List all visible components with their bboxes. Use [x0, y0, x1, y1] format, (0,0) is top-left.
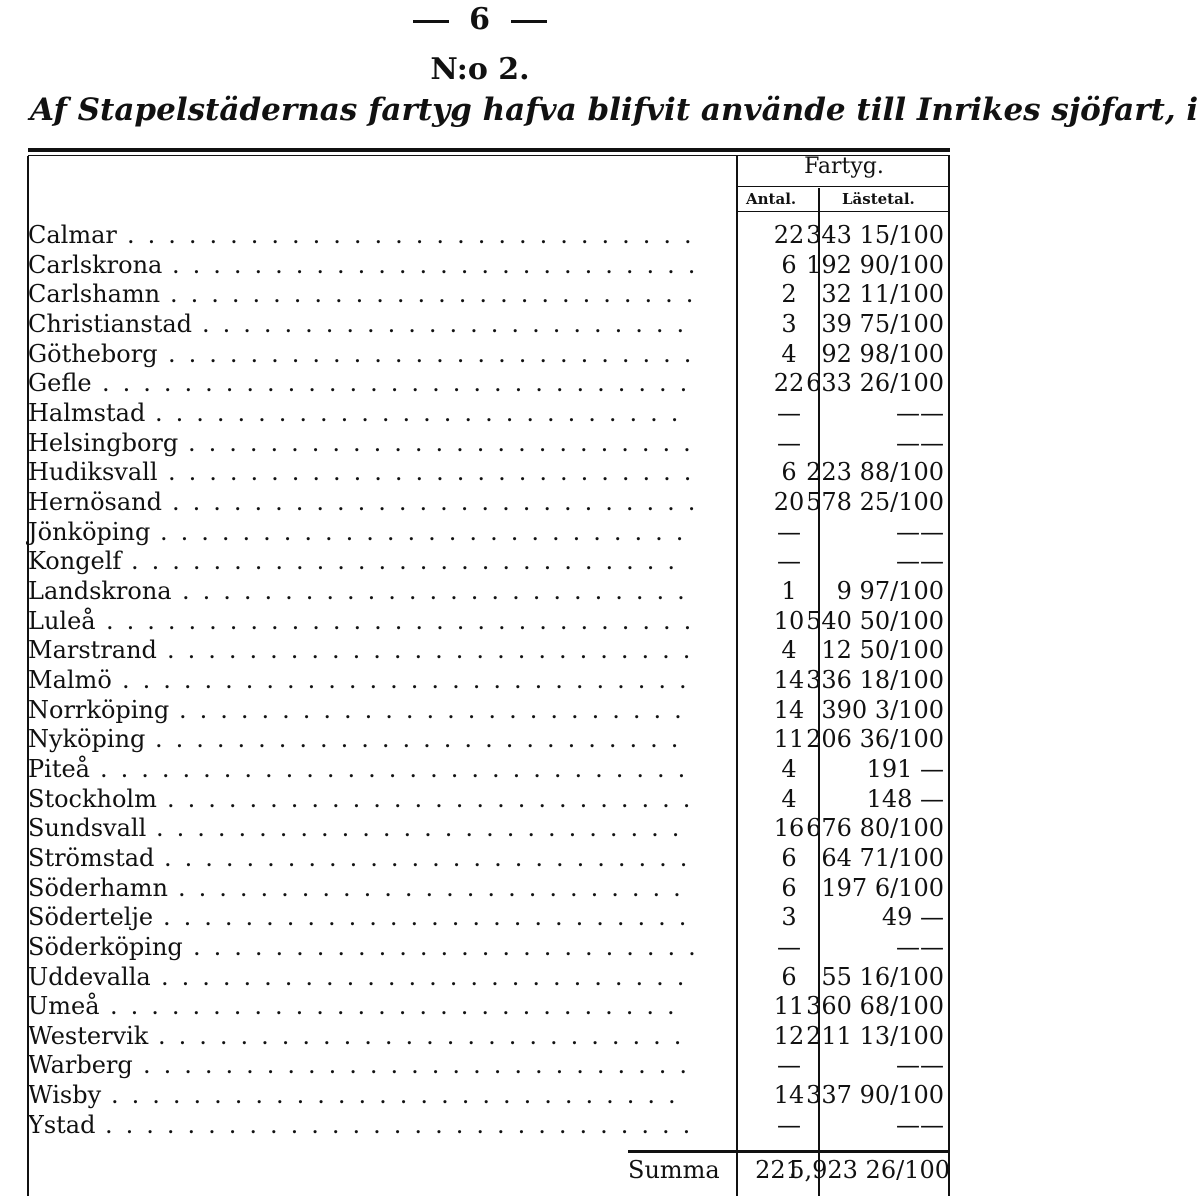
town-name: Ystad [28, 1110, 96, 1139]
town-name: Norrköping [28, 695, 170, 724]
table-row [28, 399, 950, 429]
antal-cell: — [777, 1110, 801, 1139]
lastetal-cell: 12 50/100 [821, 636, 944, 665]
leader-dots: .......................... [163, 903, 700, 932]
town-name: Strömstad [28, 843, 155, 872]
antal-cell: — [777, 428, 801, 457]
leader-dots: ......................... [179, 695, 695, 724]
leader-dots: ............................ [111, 1081, 689, 1110]
antal-cell: 3 [781, 309, 797, 338]
leader-dots: ............................ [127, 221, 705, 249]
leader-dots: ......................... [188, 428, 704, 457]
section-number: N:o 2. [430, 52, 530, 87]
column-group-header: Fartyg. [804, 154, 884, 179]
antal-cell: 4 [781, 339, 797, 368]
table-row [28, 725, 950, 755]
town-name: Söderhamn [28, 873, 168, 902]
town-name: Kongelf [28, 547, 122, 576]
antal-cell: — [777, 517, 801, 546]
antal-cell: 6 [781, 458, 797, 487]
leader-dots: ............................ [110, 992, 688, 1021]
town-name: Uddevalla [28, 962, 151, 991]
lastetal-cell: 578 25/100 [806, 487, 944, 516]
leader-dots: ............................. [100, 754, 699, 783]
leader-dots: .......................... [156, 814, 693, 843]
lastetal-cell: 337 90/100 [806, 1081, 944, 1110]
lastetal-cell: 360 68/100 [806, 992, 944, 1021]
table-row [28, 488, 950, 518]
lastetal-cell: 633 26/100 [806, 369, 944, 398]
table-row [28, 340, 950, 370]
town-name: Götheborg [28, 339, 158, 368]
leader-dots: ........................ [202, 309, 698, 338]
table-row [28, 518, 950, 548]
table-row [28, 1051, 950, 1081]
leader-dots: ............................. [102, 369, 701, 398]
leader-dots: ............................ [122, 665, 700, 694]
table-row [28, 844, 950, 874]
town-name: Halmstad [28, 398, 146, 427]
antal-cell: 14 [773, 665, 805, 694]
table-row [28, 755, 950, 785]
lastetal-cell: 192 90/100 [806, 250, 944, 279]
table-row [28, 963, 950, 993]
leader-dots: ........................... [143, 1051, 700, 1080]
table-row [28, 666, 950, 696]
antal-cell: 4 [781, 754, 797, 783]
lastetal-cell: 540 50/100 [806, 606, 944, 635]
antal-cell: 11 [773, 992, 805, 1021]
leader-dots: .......................... [167, 784, 704, 813]
summa-label: Summa [628, 1156, 720, 1184]
leader-dots: ......................... [193, 932, 709, 961]
leader-dots: .......................... [170, 280, 707, 309]
leader-dots: .......................... [158, 1021, 695, 1050]
antal-cell: 1 [781, 576, 797, 605]
lastetal-cell: 676 80/100 [806, 814, 944, 843]
antal-cell: 6 [781, 843, 797, 872]
town-name: Christianstad [28, 309, 193, 338]
antal-cell: 22 [773, 369, 805, 398]
leader-dots: ......................... [182, 576, 698, 605]
table-row [28, 369, 950, 399]
lastetal-cell: 39 75/100 [821, 309, 944, 338]
lastetal-cell: 211 13/100 [806, 1021, 944, 1050]
antal-cell: 6 [781, 962, 797, 991]
lastetal-cell: —— [896, 1110, 944, 1139]
antal-cell: 10 [773, 606, 805, 635]
table-row [28, 814, 950, 844]
town-name: Calmar [28, 221, 117, 249]
leader-dots: .......................... [168, 458, 705, 487]
leader-dots: .......................... [167, 636, 704, 665]
table-row [28, 221, 950, 251]
antal-cell: — [777, 932, 801, 961]
leader-dots: .......................... [172, 250, 709, 279]
leader-dots: ............................. [106, 606, 705, 635]
table-row [28, 429, 950, 459]
lastetal-cell: 55 16/100 [821, 962, 944, 991]
lastetal-cell: 336 18/100 [806, 665, 944, 694]
antal-cell: 14 [773, 695, 805, 724]
town-name: Umeå [28, 992, 100, 1021]
summa-antal: 221 [755, 1156, 801, 1184]
page-title: Af Stapelstädernas fartyg hafva blifvit använde till Inrikes sjöfart, i [30, 92, 1198, 128]
leader-dots: .......................... [161, 962, 698, 991]
table-row [28, 785, 950, 815]
town-name: Hudiksvall [28, 458, 158, 487]
town-name: Warberg [28, 1051, 133, 1080]
table-row [28, 696, 950, 726]
summa-rule [628, 1150, 950, 1153]
lastetal-cell: 343 15/100 [806, 221, 944, 249]
lastetal-cell: 206 36/100 [806, 725, 944, 754]
antal-cell: 6 [781, 873, 797, 902]
antal-cell: 16 [773, 814, 805, 843]
page-number-value: 6 [469, 2, 491, 37]
table-row [28, 1022, 950, 1052]
table-row [28, 251, 950, 281]
town-name: Jönköping [28, 517, 151, 546]
lastetal-cell: —— [896, 398, 944, 427]
page-number-dash-left [413, 20, 449, 23]
town-name: Sundsvall [28, 814, 147, 843]
antal-cell: 2 [781, 280, 797, 309]
antal-cell: 11 [773, 725, 805, 754]
lastetal-cell: 92 98/100 [821, 339, 944, 368]
leader-dots: ............................. [105, 1110, 704, 1139]
lastetal-cell: —— [896, 517, 944, 546]
antal-cell: — [777, 547, 801, 576]
table-row [28, 577, 950, 607]
town-name: Hernösand [28, 487, 162, 516]
antal-cell: 12 [773, 1021, 805, 1050]
leader-dots: ......................... [178, 873, 694, 902]
lastetal-cell: 49 — [881, 903, 944, 932]
lastetal-cell: 223 88/100 [806, 458, 944, 487]
leader-dots: .......................... [160, 517, 697, 546]
subheader-rule [738, 211, 948, 212]
town-name: Carlskrona [28, 250, 163, 279]
lastetal-cell: —— [896, 547, 944, 576]
antal-cell: 20 [773, 487, 805, 516]
table-row [28, 903, 950, 933]
lastetal-cell: 32 11/100 [821, 280, 944, 309]
town-name: Malmö [28, 665, 112, 694]
lastetal-cell: 197 6/100 [821, 873, 944, 902]
town-name: Wisby [28, 1081, 102, 1110]
town-name: Stockholm [28, 784, 157, 813]
table-row [28, 310, 950, 340]
leader-dots: .......................... [155, 725, 692, 754]
antal-cell: 3 [781, 903, 797, 932]
lastetal-cell: 9 97/100 [836, 576, 944, 605]
town-name: Luleå [28, 606, 96, 635]
antal-cell: 22 [773, 221, 805, 249]
lastetal-cell: 390 3/100 [821, 695, 944, 724]
page-number [0, 2, 960, 37]
table-row [28, 933, 950, 963]
leader-dots: .......................... [172, 487, 709, 516]
page-number-dash-right [511, 20, 547, 23]
antal-cell: — [777, 398, 801, 427]
table-row [28, 636, 950, 666]
table-row [28, 1111, 950, 1141]
antal-cell: 4 [781, 784, 797, 813]
town-name: Carlshamn [28, 280, 161, 309]
town-name: Södertelje [28, 903, 154, 932]
antal-header: Antal. [746, 190, 797, 208]
town-name: Helsingborg [28, 428, 179, 457]
lastetal-cell: —— [896, 932, 944, 961]
antal-cell: 14 [773, 1081, 805, 1110]
table-row [28, 992, 950, 1022]
leader-dots: .......................... [164, 843, 701, 872]
antal-cell: 6 [781, 250, 797, 279]
antal-cell: 4 [781, 636, 797, 665]
table-row [28, 874, 950, 904]
town-name: Landskrona [28, 576, 172, 605]
town-name: Söderköping [28, 932, 183, 961]
town-name: Marstrand [28, 636, 157, 665]
town-name: Gefle [28, 369, 92, 398]
summa-lastetal: 5,923 26/100 [789, 1156, 950, 1184]
lastetal-cell: —— [896, 428, 944, 457]
leader-dots: ........................... [131, 547, 688, 576]
leader-dots: .......................... [168, 339, 705, 368]
lastetal-cell: 191 — [866, 754, 944, 783]
table-row [28, 1081, 950, 1111]
heading-rule-thick [28, 148, 950, 152]
table-row [28, 458, 950, 488]
lastetal-cell: —— [896, 1051, 944, 1080]
table-row [28, 547, 950, 577]
town-name: Piteå [28, 754, 90, 783]
lastetal-cell: 64 71/100 [821, 843, 944, 872]
town-name: Westervik [28, 1021, 149, 1050]
table-row [28, 280, 950, 310]
lastetal-cell: 148 — [866, 784, 944, 813]
town-name: Nyköping [28, 725, 146, 754]
lastetal-header: Lästetal. [842, 190, 915, 208]
column-group-rule [738, 186, 948, 187]
leader-dots: .......................... [155, 398, 692, 427]
antal-cell: — [777, 1051, 801, 1080]
table-row [28, 607, 950, 637]
